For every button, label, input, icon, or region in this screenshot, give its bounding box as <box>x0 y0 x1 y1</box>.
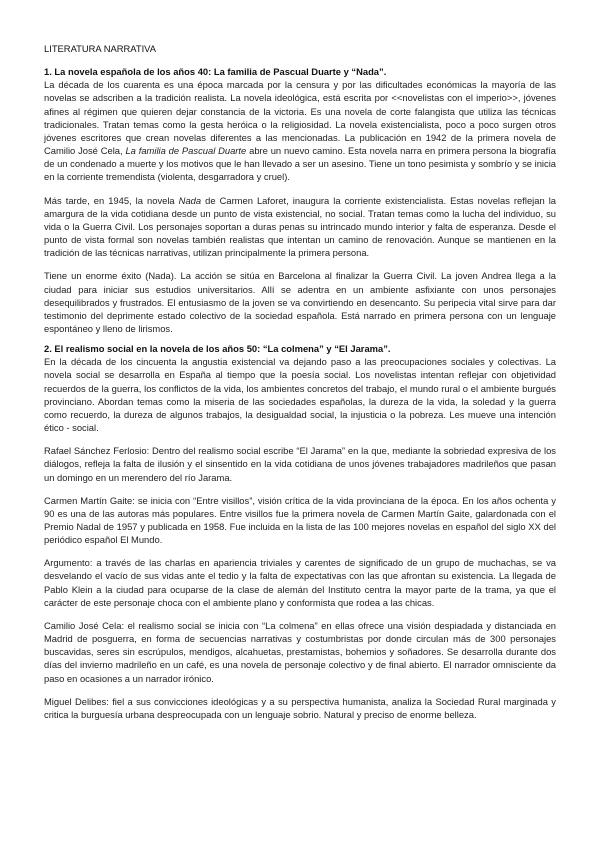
section-2-heading: 2. El realismo social en la novela de los años 50: “La colmena” y “El Jarama”. <box>44 343 391 355</box>
document-title: LITERATURA NARRATIVA <box>44 43 156 54</box>
section-2-paragraph-3: Carmen Martín Gaite: se inicia con “Entre visillos”, visión crítica de la vida provinciana de la época. En los años ochenta y 90 es una de las autoras más populares. Entre visillos fue la primera novela de Carmen Martín Gaite, galardonada con el Premio Nadal de 1957 y publicada en 1958. Fue incluida en la lista de las 100 mejores novelas en español del siglo XX del periódico español El Mundo. <box>44 494 556 546</box>
section-2-paragraph-5: Camilio José Cela: el realismo social se inicia con “La colmena” en ellas ofrece una visión despiadada y distanciada en Madrid de posguerra, en forma de secuencias narrativas y costumbristas por donde circulan más de 300 personajes buscavidas, seres sin escrúpulos, mendigos, alcahuetas, prestamistas, bohemios y soñadores. Se desarrolla durante dos días del invierno madrileño en un café, es una novela de personaje colectivo y de final abierto. El narrador omnisciente da paso en ocasiones a un narrador irónico. <box>44 619 556 684</box>
section-1-heading: 1. La novela española de los años 40: La familia de Pascual Duarte y “Nada”. <box>44 66 387 78</box>
paragraph-text: Más tarde, en 1945, la novela <box>44 194 179 206</box>
section-1-paragraph-1 <box>44 78 556 183</box>
paragraph-text: de Carmen Laforet, inaugura la corriente existencialista. Estas novelas reflejan la amargura de la vida cotidiana desde un punto de vista existencial, no social. Tratan temas como la lucha del individuo, su vida o la Guerra Civil. Los personajes soportan a duras penas su intrincado mundo interior y falta de esperanza. Desde el punto de vista formal son novelas también realistas que intentan un camino de renovación. Aunque se mantienen en la tradición de las técnicas narrativas, utilizan principalmente la primera persona. <box>44 194 556 259</box>
section-1-paragraph-2 <box>44 194 556 260</box>
section-2-paragraph-2: Rafael Sánchez Ferlosio: Dentro del realismo social escribe “El Jarama” en la que, mediante la sobriedad expresiva de los diálogos, refleja la falta de ilusión y el sinsentido en la vida cotidiana de unos jóvenes trabajadores madrileños que pasan un domingo en un merendero del río Jarama. <box>44 445 556 483</box>
section-2-paragraph-6: Miguel Delibes: fiel a sus convicciones ideológicas y a su perspectiva humanista, analiza la Sociedad Rural marginada y critica la burguesía urbana despreocupada con un lenguaje sobrio. Natural y preciso de enorme belleza. <box>44 695 556 720</box>
paragraph-text: La década de los cuarenta es una época marcada por la censura y por las dificultades económicas la mayoría de las novelas se adscriben a la tradición realista. La novela ideológica, está escrita por <<novelistas con el imperio>>, jóvenes afines al régimen que quieren dejar constancia de la victoria. Es una novela de corte falangista que utiliza las técnicas tradicionales. Tratan temas como la gesta heróica o la religiosidad. La novela existencialista, poco a poco surgen otros jóvenes escritores que crean novelas diferentes a las mencionadas. La publicación en 1942 de la primera novela de Camilio José Cela, <box>44 79 556 157</box>
section-1-paragraph-3: Tiene un enorme éxito (Nada). La acción se sitúa en Barcelona al finalizar la Guerra Civil. La joven Andrea llega a la ciudad para iniciar sus estudios universitarios. Allí se adentra en un ambiente asfixiante con unos personajes desequilibrados y frustrados. El entusiasmo de la joven se va convirtiendo en desencanto. Su peripecia vital sirve para dar testimonio del deprimente estado colectivo de la sociedad española. Está narrado en primera persona con un lenguaje espontáneo y lleno de lirismos. <box>44 270 556 334</box>
section-2-paragraph-1: En la década de los cincuenta la angustia existencial va dejando paso a las preocupaciones sociales y colectivas. La novela social se desarrolla en España al tiempo que la poesía social. Los novelistas intentan reflejar con objetividad recuerdos de la guerra, los conflictos de la vida, los ambientes concretos del trabajo, el mundo rural o el ambiente burgués provinciano. Abordan temas como la miseria de las sociedades españolas, la dureza de la vida, la soledad y la guerra como recuerdo, la dureza de algunos trabajos, la desigualdad social, la injusticia o la pobreza. Les mueve una intención ético - social. <box>44 356 556 434</box>
book-title: La familia de Pascual Duarte <box>125 145 247 157</box>
paragraph-text: abre un nuevo camino. Esta novela narra en primera persona la biografía de un condenado a muerte y los motivos que le han llevado a ser un asesino. Tiene un tono pesimista y sombrío y se inicia en la corriente tremendista (violenta, desgarradora y cruel). <box>44 145 557 183</box>
section-2-paragraph-4: Argumento: a través de las charlas en apariencia triviales y carentes de significado de un grupo de muchachas, se va desvelando el vacío de sus vidas ante el tedio y la falta de expectativas con las que afrontan su existencia. La llegada de Pablo Klein a la ciudad para ocuparse de la clase de alemán del Instituto centra la mayor parte de la trama, ya que el carácter de este personaje choca con el ambiente plano y conformista que rodea a las chicas. <box>44 557 556 608</box>
book-title: Nada <box>178 194 202 206</box>
